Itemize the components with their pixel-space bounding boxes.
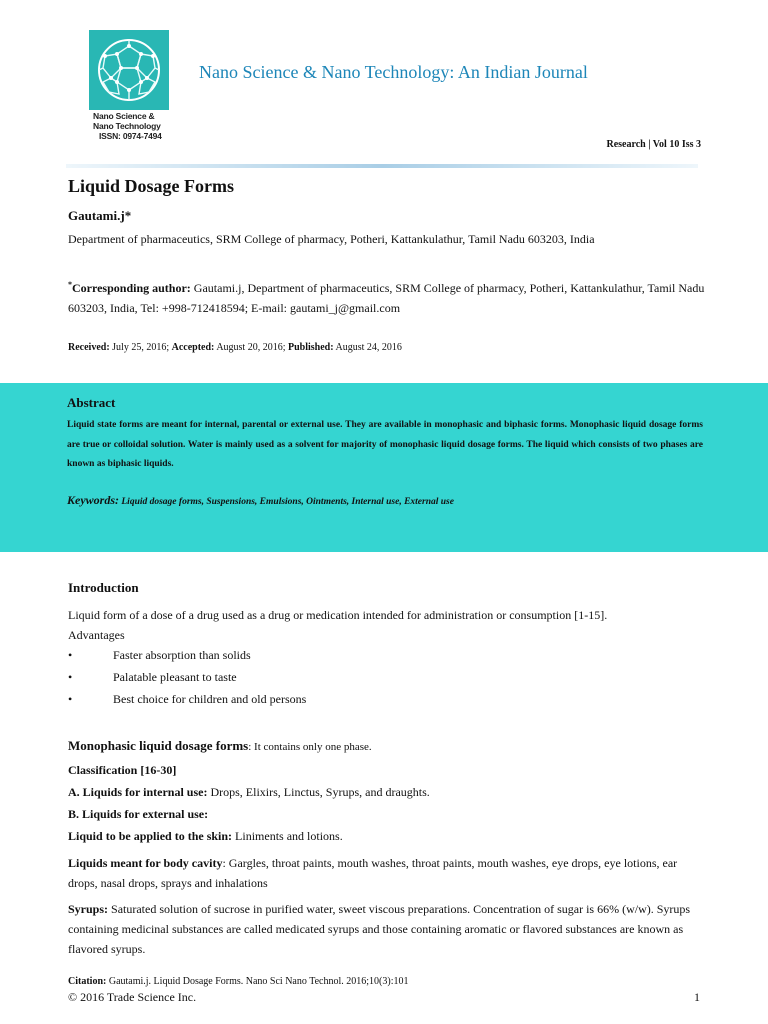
internal-use-label: A. Liquids for internal use: [68, 785, 208, 799]
syrups-label: Syrups: [68, 902, 109, 916]
keywords-label: Keywords: [67, 493, 119, 507]
published-date: August 24, 2016 [333, 342, 402, 353]
list-item-text: Best choice for children and old persons [113, 692, 307, 706]
syrups-paragraph [68, 899, 704, 959]
citation [68, 976, 408, 987]
list-item-text: Faster absorption than solids [113, 648, 251, 662]
introduction-heading: Introduction [68, 580, 139, 595]
bullet-mark: • [68, 670, 73, 684]
journal-title: Nano Science & Nano Technology: An Indian Journal [199, 62, 588, 82]
accepted-label: Accepted: [171, 342, 215, 353]
skin-text: Liniments and lotions. [232, 829, 343, 843]
keywords [67, 493, 454, 508]
bullet-mark: • [68, 692, 73, 706]
published-label: Published: [288, 342, 334, 353]
body-cavity-text: : Gargles, throat paints, mouth washes, throat paints, mouth washes, eye drops, eye lotions, ear drops, nasal drops, sprays and inhalations [68, 856, 678, 890]
citation-text: Gautami.j. Liquid Dosage Forms. Nano Sci Nano Technol. 2016;10(3):101 [106, 976, 409, 987]
list-item [68, 692, 306, 707]
header-divider [66, 164, 698, 168]
monophasic-heading [68, 738, 372, 754]
fullerene-icon [89, 30, 169, 110]
corresponding-text: Gautami.j, Department of pharmaceutics, SRM College of pharmacy, Potheri, Kattankulathur, Tamil Nadu 603203, India, Tel: +998-712418594; E-mail: gautami_j@gmail.com [68, 281, 705, 315]
logo-line: Nano Science & [93, 111, 155, 121]
body-cavity-label: Liquids meant for body cavity [68, 856, 223, 870]
skin-line [68, 829, 343, 844]
bullet-mark: • [68, 648, 73, 662]
logo-line: Nano Technology [93, 121, 161, 131]
keywords-list: Liquid dosage forms, Suspensions, Emulsions, Ointments, Internal use, External use [119, 497, 454, 507]
internal-use-line [68, 785, 430, 800]
accepted-date: August 20, 2016; [214, 342, 288, 353]
external-use-label: B. Liquids for external use: [68, 807, 209, 821]
external-use-line [68, 807, 208, 822]
classification-heading [68, 763, 176, 778]
journal-logo [89, 30, 169, 110]
skin-label: Liquid to be applied to the skin: [68, 829, 233, 843]
received-date: July 25, 2016; [109, 342, 172, 353]
list-item [68, 648, 251, 663]
author-name: Gautami.j* [68, 208, 132, 223]
list-item [68, 670, 237, 685]
list-item-text: Palatable pleasant to taste [113, 670, 237, 684]
monophasic-text: : It contains only one phase. [248, 741, 372, 753]
issue-label: Research | Vol 10 Iss 3 [606, 139, 701, 150]
internal-use-text: Drops, Elixirs, Linctus, Syrups, and draughts. [207, 785, 430, 799]
copyright: © 2016 Trade Science Inc. [68, 990, 197, 1004]
article-dates [68, 342, 402, 353]
logo-issn: ISSN: 0974-7494 [99, 131, 162, 141]
classification-label: Classification [16-30] [68, 763, 177, 777]
corresponding-label: Corresponding author: [72, 281, 191, 295]
monophasic-label: Monophasic liquid dosage forms [68, 738, 249, 753]
syrups-text: Saturated solution of sucrose in purified water, sweet viscous preparations. Concentration of sugar is 66% (w/w). Syrups containing medicinal substances are called medicated syrups and those containing aromatic or flavored substances are known as flavored syrups. [68, 902, 691, 956]
corresponding-author [68, 275, 708, 318]
author-affiliation: Department of pharmaceutics, SRM College of pharmacy, Potheri, Kattankulathur, Tamil Nadu 603203, India [68, 232, 595, 246]
abstract-heading: Abstract [67, 395, 116, 410]
footnote-star: * [68, 280, 72, 289]
article-title: Liquid Dosage Forms [68, 176, 235, 196]
logo-caption [93, 111, 183, 141]
introduction-text: Liquid form of a dose of a drug used as a drug or medication intended for administration or consumption [1-15]. Advantages [68, 608, 608, 642]
abstract-body: Liquid state forms are meant for internal, parental or external use. They are available in monophasic and biphasic forms. Monophasic liquid dosage forms are true or colloidal solution. Water is mainly used as a solvent for majority of monophasic liquid dosage forms. The liquid which consists of two phases are known as biphasic liquids. [67, 420, 703, 469]
citation-label: Citation: [68, 976, 107, 987]
received-label: Received: [68, 342, 110, 353]
page-number: 1 [694, 990, 700, 1004]
body-cavity-paragraph [68, 853, 704, 893]
